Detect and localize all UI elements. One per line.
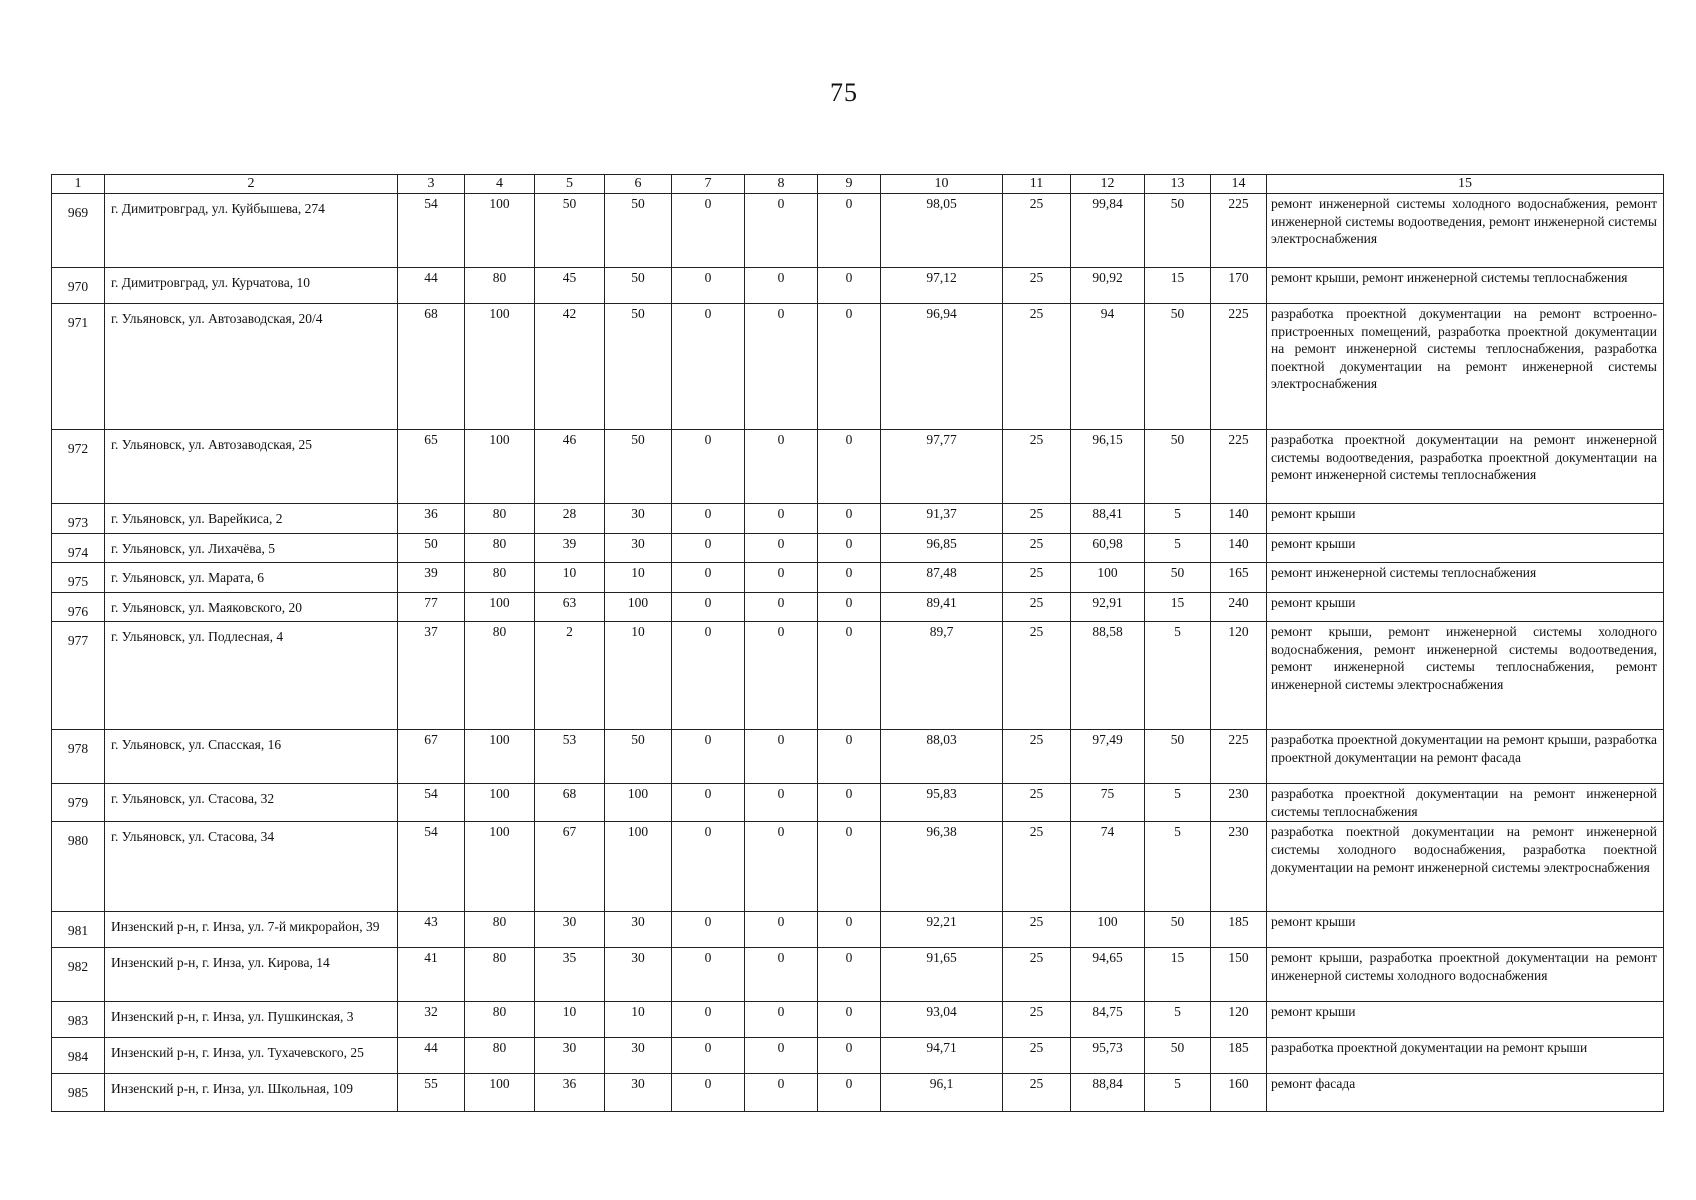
table-row xyxy=(52,1074,1664,1112)
column-header: 11 xyxy=(1003,175,1071,194)
address: Инзенский р-н, г. Инза, ул. Тухачевского, 25 xyxy=(105,1038,398,1074)
col-9-value: 0 xyxy=(818,948,881,1002)
col-8-value: 0 xyxy=(745,194,818,268)
column-header: 4 xyxy=(465,175,535,194)
col-9-value: 0 xyxy=(818,304,881,430)
col-7-value: 0 xyxy=(672,304,745,430)
col-9-value: 0 xyxy=(818,592,881,622)
col-6-value: 100 xyxy=(605,592,672,622)
row-number: 976 xyxy=(52,592,105,622)
col-6-value: 100 xyxy=(605,784,672,822)
col-4-value: 100 xyxy=(465,430,535,504)
col-11-value: 25 xyxy=(1003,784,1071,822)
address: г. Ульяновск, ул. Маяковского, 20 xyxy=(105,592,398,622)
row-number: 977 xyxy=(52,622,105,730)
col-4-value: 80 xyxy=(465,1002,535,1038)
col-7-value: 0 xyxy=(672,1038,745,1074)
column-header: 12 xyxy=(1071,175,1145,194)
col-13-value: 5 xyxy=(1145,533,1211,563)
col-3-value: 44 xyxy=(398,1038,465,1074)
col-5-value: 50 xyxy=(535,194,605,268)
column-header: 10 xyxy=(881,175,1003,194)
column-header: 15 xyxy=(1267,175,1664,194)
col-10-value: 91,65 xyxy=(881,948,1003,1002)
table-row xyxy=(52,194,1664,268)
col-12-value: 74 xyxy=(1071,822,1145,912)
col-5-value: 36 xyxy=(535,1074,605,1112)
col-14-value: 185 xyxy=(1211,912,1267,948)
works-description: ремонт инженерной системы холодного водоснабжения, ремонт инженерной системы водоотведения, ремонт инженерной системы электроснабжения xyxy=(1267,194,1664,268)
col-8-value: 0 xyxy=(745,1038,818,1074)
col-6-value: 50 xyxy=(605,304,672,430)
col-7-value: 0 xyxy=(672,1002,745,1038)
col-13-value: 50 xyxy=(1145,912,1211,948)
data-table xyxy=(51,174,1664,1112)
col-7-value: 0 xyxy=(672,268,745,304)
address: г. Ульяновск, ул. Подлесная, 4 xyxy=(105,622,398,730)
col-5-value: 39 xyxy=(535,533,605,563)
col-14-value: 225 xyxy=(1211,730,1267,784)
works-description: ремонт инженерной системы теплоснабжения xyxy=(1267,563,1664,593)
col-11-value: 25 xyxy=(1003,430,1071,504)
table-row xyxy=(52,563,1664,593)
row-number: 980 xyxy=(52,822,105,912)
col-4-value: 80 xyxy=(465,1038,535,1074)
col-8-value: 0 xyxy=(745,784,818,822)
col-13-value: 50 xyxy=(1145,730,1211,784)
col-4-value: 80 xyxy=(465,912,535,948)
works-description: ремонт крыши xyxy=(1267,912,1664,948)
works-description: ремонт крыши, ремонт инженерной системы теплоснабжения xyxy=(1267,268,1664,304)
row-number: 978 xyxy=(52,730,105,784)
col-14-value: 170 xyxy=(1211,268,1267,304)
col-6-value: 30 xyxy=(605,533,672,563)
col-4-value: 100 xyxy=(465,822,535,912)
col-12-value: 95,73 xyxy=(1071,1038,1145,1074)
col-5-value: 46 xyxy=(535,430,605,504)
col-14-value: 160 xyxy=(1211,1074,1267,1112)
col-9-value: 0 xyxy=(818,194,881,268)
col-6-value: 50 xyxy=(605,268,672,304)
row-number: 981 xyxy=(52,912,105,948)
col-9-value: 0 xyxy=(818,430,881,504)
col-11-value: 25 xyxy=(1003,1002,1071,1038)
col-14-value: 230 xyxy=(1211,784,1267,822)
address: Инзенский р-н, г. Инза, ул. 7-й микрорайон, 39 xyxy=(105,912,398,948)
works-description: ремонт крыши xyxy=(1267,533,1664,563)
col-9-value: 0 xyxy=(818,504,881,534)
col-10-value: 96,85 xyxy=(881,533,1003,563)
col-5-value: 67 xyxy=(535,822,605,912)
col-8-value: 0 xyxy=(745,622,818,730)
col-5-value: 30 xyxy=(535,912,605,948)
col-11-value: 25 xyxy=(1003,948,1071,1002)
col-8-value: 0 xyxy=(745,948,818,1002)
row-number: 975 xyxy=(52,563,105,593)
col-11-value: 25 xyxy=(1003,1038,1071,1074)
col-13-value: 5 xyxy=(1145,1002,1211,1038)
row-number: 979 xyxy=(52,784,105,822)
col-12-value: 94 xyxy=(1071,304,1145,430)
col-14-value: 140 xyxy=(1211,533,1267,563)
col-13-value: 50 xyxy=(1145,430,1211,504)
col-12-value: 88,84 xyxy=(1071,1074,1145,1112)
table-row xyxy=(52,430,1664,504)
table-row xyxy=(52,304,1664,430)
col-8-value: 0 xyxy=(745,304,818,430)
col-12-value: 88,58 xyxy=(1071,622,1145,730)
col-11-value: 25 xyxy=(1003,730,1071,784)
col-9-value: 0 xyxy=(818,533,881,563)
col-10-value: 94,71 xyxy=(881,1038,1003,1074)
table-row xyxy=(52,784,1664,822)
table-row xyxy=(52,1002,1664,1038)
col-9-value: 0 xyxy=(818,622,881,730)
address: г. Ульяновск, ул. Марата, 6 xyxy=(105,563,398,593)
row-number: 985 xyxy=(52,1074,105,1112)
col-14-value: 150 xyxy=(1211,948,1267,1002)
col-8-value: 0 xyxy=(745,912,818,948)
col-3-value: 37 xyxy=(398,622,465,730)
row-number: 972 xyxy=(52,430,105,504)
col-3-value: 54 xyxy=(398,194,465,268)
address: г. Димитровград, ул. Куйбышева, 274 xyxy=(105,194,398,268)
col-14-value: 225 xyxy=(1211,430,1267,504)
row-number: 982 xyxy=(52,948,105,1002)
col-4-value: 80 xyxy=(465,533,535,563)
col-14-value: 120 xyxy=(1211,1002,1267,1038)
col-10-value: 88,03 xyxy=(881,730,1003,784)
col-11-value: 25 xyxy=(1003,822,1071,912)
works-description: ремонт крыши xyxy=(1267,592,1664,622)
col-12-value: 96,15 xyxy=(1071,430,1145,504)
col-5-value: 30 xyxy=(535,1038,605,1074)
col-13-value: 15 xyxy=(1145,592,1211,622)
col-4-value: 80 xyxy=(465,622,535,730)
col-6-value: 30 xyxy=(605,504,672,534)
works-description: ремонт крыши, разработка проектной документации на ремонт инженерной системы холодного водоснабжения xyxy=(1267,948,1664,1002)
col-13-value: 5 xyxy=(1145,784,1211,822)
col-13-value: 5 xyxy=(1145,1074,1211,1112)
col-11-value: 25 xyxy=(1003,563,1071,593)
col-4-value: 100 xyxy=(465,1074,535,1112)
col-8-value: 0 xyxy=(745,822,818,912)
col-12-value: 60,98 xyxy=(1071,533,1145,563)
col-13-value: 5 xyxy=(1145,622,1211,730)
col-3-value: 55 xyxy=(398,1074,465,1112)
col-14-value: 165 xyxy=(1211,563,1267,593)
col-9-value: 0 xyxy=(818,912,881,948)
col-6-value: 10 xyxy=(605,563,672,593)
row-number: 973 xyxy=(52,504,105,534)
col-13-value: 50 xyxy=(1145,563,1211,593)
col-7-value: 0 xyxy=(672,948,745,1002)
works-description: ремонт крыши xyxy=(1267,1002,1664,1038)
col-7-value: 0 xyxy=(672,592,745,622)
col-3-value: 44 xyxy=(398,268,465,304)
col-4-value: 100 xyxy=(465,784,535,822)
col-11-value: 25 xyxy=(1003,622,1071,730)
col-6-value: 50 xyxy=(605,194,672,268)
col-8-value: 0 xyxy=(745,533,818,563)
works-description: разработка проектной документации на ремонт крыши, разработка проектной документации на ремонт фасада xyxy=(1267,730,1664,784)
col-5-value: 35 xyxy=(535,948,605,1002)
column-header: 14 xyxy=(1211,175,1267,194)
col-5-value: 68 xyxy=(535,784,605,822)
table-row xyxy=(52,1038,1664,1074)
col-4-value: 80 xyxy=(465,948,535,1002)
table-row xyxy=(52,592,1664,622)
col-12-value: 97,49 xyxy=(1071,730,1145,784)
works-description: разработка проектной документации на ремонт инженерной системы водоотведения, разработка проектной документации на ремонт инженерной системы теплоснабжения xyxy=(1267,430,1664,504)
col-12-value: 94,65 xyxy=(1071,948,1145,1002)
col-8-value: 0 xyxy=(745,563,818,593)
col-7-value: 0 xyxy=(672,563,745,593)
col-9-value: 0 xyxy=(818,563,881,593)
address: г. Ульяновск, ул. Стасова, 32 xyxy=(105,784,398,822)
col-7-value: 0 xyxy=(672,194,745,268)
column-header: 8 xyxy=(745,175,818,194)
address: г. Ульяновск, ул. Стасова, 34 xyxy=(105,822,398,912)
col-3-value: 67 xyxy=(398,730,465,784)
col-5-value: 2 xyxy=(535,622,605,730)
col-4-value: 100 xyxy=(465,730,535,784)
col-3-value: 54 xyxy=(398,784,465,822)
col-10-value: 93,04 xyxy=(881,1002,1003,1038)
table-row xyxy=(52,730,1664,784)
col-12-value: 75 xyxy=(1071,784,1145,822)
works-description: ремонт крыши, ремонт инженерной системы холодного водоснабжения, ремонт инженерной системы водоотведения, ремонт инженерной системы теплоснабжения, ремонт инженерной системы электроснабжения xyxy=(1267,622,1664,730)
col-9-value: 0 xyxy=(818,1038,881,1074)
row-number: 984 xyxy=(52,1038,105,1074)
col-7-value: 0 xyxy=(672,784,745,822)
col-12-value: 90,92 xyxy=(1071,268,1145,304)
row-number: 971 xyxy=(52,304,105,430)
col-10-value: 92,21 xyxy=(881,912,1003,948)
address: г. Димитровград, ул. Курчатова, 10 xyxy=(105,268,398,304)
col-7-value: 0 xyxy=(672,504,745,534)
col-4-value: 80 xyxy=(465,268,535,304)
col-14-value: 120 xyxy=(1211,622,1267,730)
col-12-value: 99,84 xyxy=(1071,194,1145,268)
col-8-value: 0 xyxy=(745,592,818,622)
col-3-value: 65 xyxy=(398,430,465,504)
table-row xyxy=(52,533,1664,563)
col-13-value: 50 xyxy=(1145,1038,1211,1074)
col-4-value: 80 xyxy=(465,504,535,534)
column-header: 2 xyxy=(105,175,398,194)
col-7-value: 0 xyxy=(672,730,745,784)
col-14-value: 185 xyxy=(1211,1038,1267,1074)
col-14-value: 230 xyxy=(1211,822,1267,912)
col-6-value: 50 xyxy=(605,730,672,784)
table-row xyxy=(52,622,1664,730)
col-10-value: 95,83 xyxy=(881,784,1003,822)
col-7-value: 0 xyxy=(672,622,745,730)
col-3-value: 32 xyxy=(398,1002,465,1038)
col-3-value: 54 xyxy=(398,822,465,912)
address: г. Ульяновск, ул. Лихачёва, 5 xyxy=(105,533,398,563)
col-13-value: 5 xyxy=(1145,822,1211,912)
col-11-value: 25 xyxy=(1003,268,1071,304)
works-description: ремонт фасада xyxy=(1267,1074,1664,1112)
col-4-value: 100 xyxy=(465,194,535,268)
col-11-value: 25 xyxy=(1003,504,1071,534)
col-6-value: 10 xyxy=(605,622,672,730)
table-row xyxy=(52,822,1664,912)
col-13-value: 15 xyxy=(1145,948,1211,1002)
col-9-value: 0 xyxy=(818,784,881,822)
col-10-value: 96,1 xyxy=(881,1074,1003,1112)
row-number: 974 xyxy=(52,533,105,563)
works-description: ремонт крыши xyxy=(1267,504,1664,534)
col-14-value: 225 xyxy=(1211,194,1267,268)
col-7-value: 0 xyxy=(672,822,745,912)
col-10-value: 96,38 xyxy=(881,822,1003,912)
row-number: 969 xyxy=(52,194,105,268)
col-6-value: 30 xyxy=(605,1038,672,1074)
col-8-value: 0 xyxy=(745,1074,818,1112)
col-10-value: 98,05 xyxy=(881,194,1003,268)
works-description: разработка проектной документации на ремонт крыши xyxy=(1267,1038,1664,1074)
row-number: 983 xyxy=(52,1002,105,1038)
col-4-value: 80 xyxy=(465,563,535,593)
col-3-value: 50 xyxy=(398,533,465,563)
table-row xyxy=(52,912,1664,948)
col-10-value: 91,37 xyxy=(881,504,1003,534)
col-6-value: 30 xyxy=(605,912,672,948)
col-11-value: 25 xyxy=(1003,194,1071,268)
col-10-value: 89,7 xyxy=(881,622,1003,730)
column-header: 1 xyxy=(52,175,105,194)
col-3-value: 41 xyxy=(398,948,465,1002)
address: г. Ульяновск, ул. Автозаводская, 20/4 xyxy=(105,304,398,430)
table-row xyxy=(52,268,1664,304)
column-header: 9 xyxy=(818,175,881,194)
col-12-value: 100 xyxy=(1071,912,1145,948)
col-5-value: 53 xyxy=(535,730,605,784)
col-6-value: 10 xyxy=(605,1002,672,1038)
col-9-value: 0 xyxy=(818,1074,881,1112)
works-description: разработка проектной документации на ремонт инженерной системы теплоснабжения xyxy=(1267,784,1664,822)
col-5-value: 45 xyxy=(535,268,605,304)
table-row xyxy=(52,504,1664,534)
col-3-value: 39 xyxy=(398,563,465,593)
col-9-value: 0 xyxy=(818,730,881,784)
col-4-value: 100 xyxy=(465,304,535,430)
column-header: 6 xyxy=(605,175,672,194)
col-5-value: 42 xyxy=(535,304,605,430)
col-13-value: 15 xyxy=(1145,268,1211,304)
col-13-value: 50 xyxy=(1145,194,1211,268)
col-7-value: 0 xyxy=(672,533,745,563)
col-3-value: 68 xyxy=(398,304,465,430)
column-header: 5 xyxy=(535,175,605,194)
col-10-value: 97,12 xyxy=(881,268,1003,304)
col-12-value: 84,75 xyxy=(1071,1002,1145,1038)
col-8-value: 0 xyxy=(745,430,818,504)
col-13-value: 5 xyxy=(1145,504,1211,534)
col-7-value: 0 xyxy=(672,1074,745,1112)
col-13-value: 50 xyxy=(1145,304,1211,430)
col-4-value: 100 xyxy=(465,592,535,622)
col-9-value: 0 xyxy=(818,268,881,304)
col-11-value: 25 xyxy=(1003,592,1071,622)
works-description: разработка проектной документации на ремонт встроенно-пристроенных помещений, разработка проектной документации на ремонт инженерной системы теплоснабжения, разработка поектной документации на ремонт инженерной системы электроснабжения xyxy=(1267,304,1664,430)
row-number: 970 xyxy=(52,268,105,304)
col-9-value: 0 xyxy=(818,822,881,912)
col-3-value: 36 xyxy=(398,504,465,534)
col-3-value: 43 xyxy=(398,912,465,948)
col-14-value: 240 xyxy=(1211,592,1267,622)
col-7-value: 0 xyxy=(672,430,745,504)
column-header: 3 xyxy=(398,175,465,194)
col-6-value: 50 xyxy=(605,430,672,504)
col-10-value: 97,77 xyxy=(881,430,1003,504)
col-5-value: 10 xyxy=(535,563,605,593)
header-row xyxy=(52,175,1664,194)
col-12-value: 100 xyxy=(1071,563,1145,593)
table-row xyxy=(52,948,1664,1002)
address: Инзенский р-н, г. Инза, ул. Пушкинская, 3 xyxy=(105,1002,398,1038)
col-11-value: 25 xyxy=(1003,1074,1071,1112)
col-8-value: 0 xyxy=(745,268,818,304)
col-10-value: 96,94 xyxy=(881,304,1003,430)
col-6-value: 30 xyxy=(605,1074,672,1112)
column-header: 7 xyxy=(672,175,745,194)
col-10-value: 87,48 xyxy=(881,563,1003,593)
col-5-value: 28 xyxy=(535,504,605,534)
col-8-value: 0 xyxy=(745,730,818,784)
address: Инзенский р-н, г. Инза, ул. Кирова, 14 xyxy=(105,948,398,1002)
col-7-value: 0 xyxy=(672,912,745,948)
column-header: 13 xyxy=(1145,175,1211,194)
col-11-value: 25 xyxy=(1003,304,1071,430)
col-8-value: 0 xyxy=(745,1002,818,1038)
address: Инзенский р-н, г. Инза, ул. Школьная, 109 xyxy=(105,1074,398,1112)
col-8-value: 0 xyxy=(745,504,818,534)
works-description: разработка поектной документации на ремонт инженерной системы холодного водоснабжения, разработка поектной документации на ремонт инженерной системы электроснабжения xyxy=(1267,822,1664,912)
col-6-value: 100 xyxy=(605,822,672,912)
col-14-value: 140 xyxy=(1211,504,1267,534)
col-5-value: 10 xyxy=(535,1002,605,1038)
col-12-value: 88,41 xyxy=(1071,504,1145,534)
col-12-value: 92,91 xyxy=(1071,592,1145,622)
page-number: 75 xyxy=(830,78,858,107)
col-10-value: 89,41 xyxy=(881,592,1003,622)
address: г. Ульяновск, ул. Автозаводская, 25 xyxy=(105,430,398,504)
col-3-value: 77 xyxy=(398,592,465,622)
col-14-value: 225 xyxy=(1211,304,1267,430)
col-11-value: 25 xyxy=(1003,912,1071,948)
col-5-value: 63 xyxy=(535,592,605,622)
address: г. Ульяновск, ул. Спасская, 16 xyxy=(105,730,398,784)
address: г. Ульяновск, ул. Варейкиса, 2 xyxy=(105,504,398,534)
col-9-value: 0 xyxy=(818,1002,881,1038)
col-11-value: 25 xyxy=(1003,533,1071,563)
col-6-value: 30 xyxy=(605,948,672,1002)
